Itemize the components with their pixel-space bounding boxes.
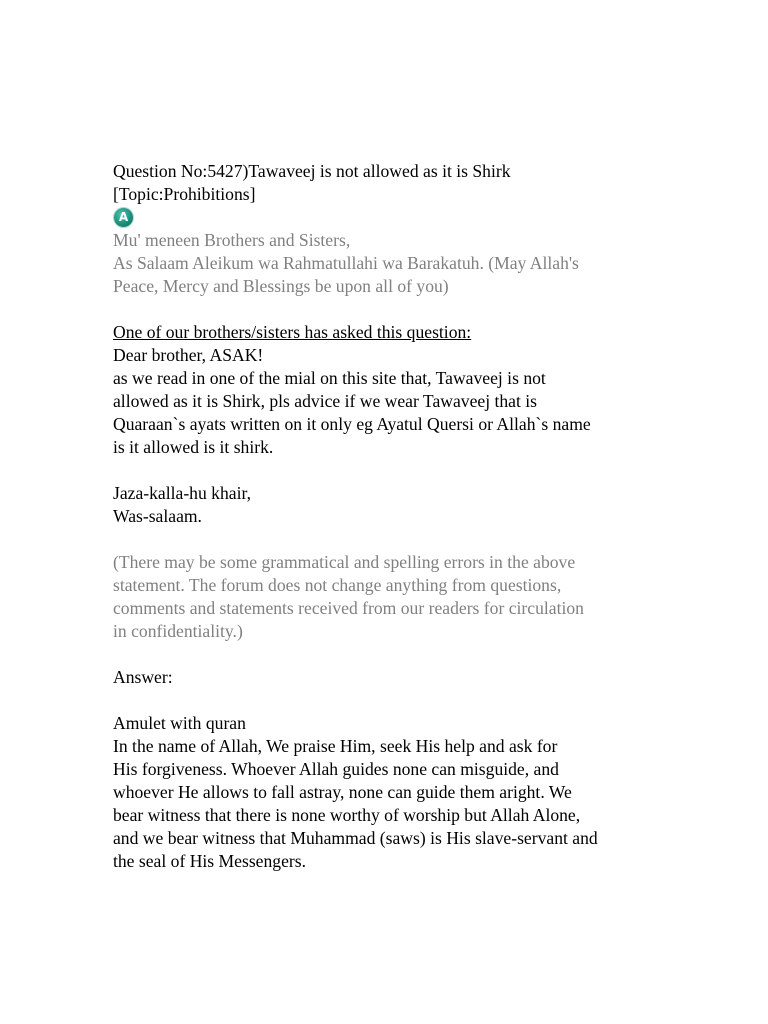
greeting-line: As Salaam Aleikum wa Rahmatullahi wa Barakatuh. (May Allah's <box>113 253 579 273</box>
question-intro: One of our brothers/sisters has asked this question: <box>113 322 472 342</box>
spacer <box>113 643 693 666</box>
question-line: Dear brother, ASAK! <box>113 345 264 365</box>
disclaimer-line: (There may be some grammatical and spelling errors in the above <box>113 552 576 572</box>
disclaimer-line: comments and statements received from our readers for circulation <box>113 598 584 618</box>
answer-line: and we bear witness that Muhammad (saws) is His slave-servant and <box>113 828 598 848</box>
question-line: is it allowed is it shirk. <box>113 437 274 457</box>
disclaimer-line: in confidentiality.) <box>113 621 243 641</box>
disclaimer-line: statement. The forum does not change anything from questions, <box>113 575 562 595</box>
question-title: Question No:5427)Tawaveej is not allowed as it is Shirk <box>113 161 511 181</box>
spacer <box>113 459 693 482</box>
answer-badge-icon: A <box>114 208 133 227</box>
topic-label: [Topic:Prohibitions] <box>113 184 256 204</box>
greeting-line: Peace, Mercy and Blessings be upon all of you) <box>113 276 449 296</box>
question-closing: Jaza-kalla-hu khair, <box>113 483 252 503</box>
answer-line: bear witness that there is none worthy of worship but Allah Alone, <box>113 805 581 825</box>
question-closing: Was-salaam. <box>113 506 202 526</box>
answer-label: Answer: <box>113 667 173 687</box>
greeting-line: Mu' meneen Brothers and Sisters, <box>113 230 351 250</box>
spacer <box>113 298 693 321</box>
answer-line: His forgiveness. Whoever Allah guides none can misguide, and <box>113 759 559 779</box>
answer-badge-row <box>113 206 693 229</box>
answer-line: the seal of His Messengers. <box>113 851 306 871</box>
spacer <box>113 689 693 712</box>
question-line: as we read in one of the mial on this site that, Tawaveej is not <box>113 368 546 388</box>
question-line: allowed as it is Shirk, pls advice if we wear Tawaveej that is <box>113 391 537 411</box>
question-line: Quaraan`s ayats written on it only eg Ayatul Quersi or Allah`s name <box>113 414 591 434</box>
spacer <box>113 528 693 551</box>
answer-line: In the name of Allah, We praise Him, seek His help and ask for <box>113 736 558 756</box>
answer-heading: Amulet with quran <box>113 713 246 733</box>
answer-line: whoever He allows to fall astray, none can guide them aright. We <box>113 782 572 802</box>
document-page <box>113 160 693 873</box>
